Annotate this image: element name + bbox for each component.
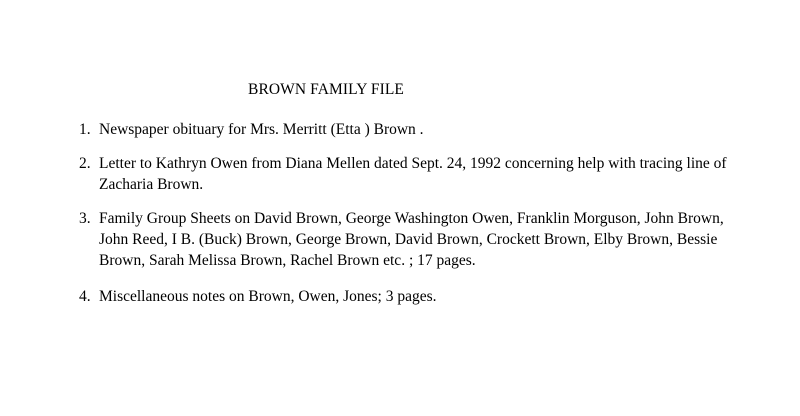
item-line: Family Group Sheets on David Brown, George Washington Owen, Franklin Morguson, John Brown, xyxy=(99,210,724,227)
item-number: 4. xyxy=(79,288,91,305)
item-text xyxy=(99,208,779,271)
item-line: Letter to Kathryn Owen from Diana Mellen dated Sept. 24, 1992 concerning help with tracing line of xyxy=(99,155,727,172)
item-line: John Reed, I B. (Buck) Brown, George Brown, David Brown, Crockett Brown, Elby Brown, Bessie xyxy=(99,231,718,248)
item-number: 1. xyxy=(79,121,91,138)
item-number: 2. xyxy=(79,155,91,172)
document-title: BROWN FAMILY FILE xyxy=(248,81,405,98)
item-text xyxy=(99,286,779,307)
item-number: 3. xyxy=(79,210,91,227)
item-line: Miscellaneous notes on Brown, Owen, Jones; 3 pages. xyxy=(99,288,437,305)
item-text xyxy=(99,119,779,140)
item-line: Newspaper obituary for Mrs. Merritt (Etta ) Brown . xyxy=(99,121,424,138)
item-text xyxy=(99,153,779,195)
item-line: Zacharia Brown. xyxy=(99,176,204,193)
item-line: Brown, Sarah Melissa Brown, Rachel Brown etc. ; 17 pages. xyxy=(99,252,476,269)
